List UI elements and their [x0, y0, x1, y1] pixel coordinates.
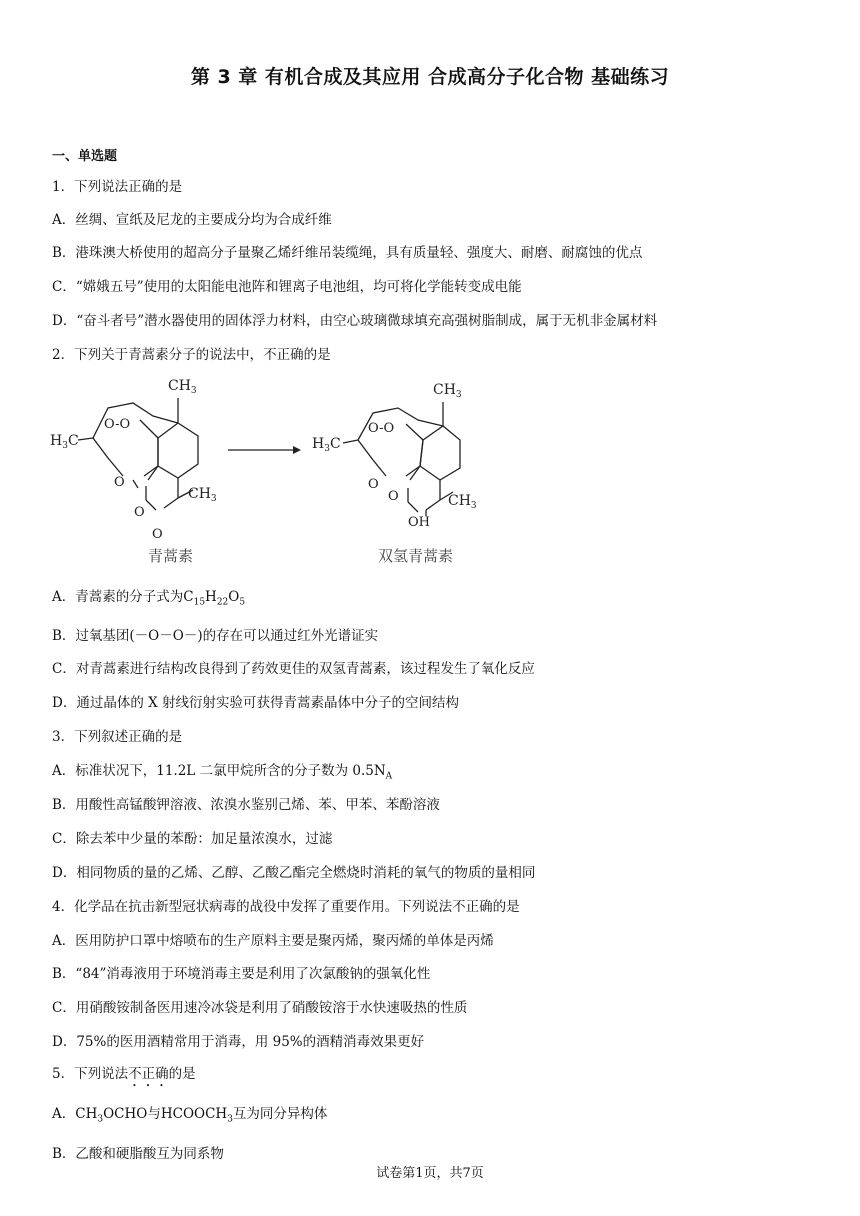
q5-option-b: B．乙酸和硬脂酸互为同系物	[52, 1146, 224, 1162]
artemisinin-structure-figure	[48, 368, 488, 568]
page-footer: 试卷第1页，共7页	[376, 1166, 484, 1181]
peroxide-label-right: O-O	[368, 421, 395, 436]
q3-stem: 3．下列叙述正确的是	[52, 729, 183, 745]
q1-option-b: B．港珠澳大桥使用的超高分子量聚乙烯纤维吊装缆绳，具有质量轻、强度大、耐磨、耐腐蚀的优点	[52, 245, 643, 261]
q3-option-d: D．相同物质的量的乙烯、乙醇、乙酸乙酯完全燃烧时消耗的氧气的物质的量相同	[52, 865, 536, 881]
q5-stem-end: 的是	[168, 1066, 196, 1082]
q5-option-a-prefix: A．	[52, 1106, 76, 1122]
methyl-label-top-left: $CH_3$	[168, 378, 197, 396]
formula-part: OCHO	[103, 1106, 148, 1122]
artemisinin-molecule	[78, 398, 198, 510]
hydroxyl-label: OH	[408, 515, 430, 530]
formula-part: HCOOCH	[160, 1106, 228, 1122]
formula-element: O	[228, 589, 240, 605]
q2-option-d: D．通过晶体的 X 射线衍射实验可获得青蒿素晶体中分子的空间结构	[52, 695, 460, 711]
formula-subscript: 3	[227, 1114, 233, 1125]
avogadro-subscript: A	[385, 771, 393, 782]
q2-option-b: B．过氧基团(－O－O－)的存在可以通过红外光谱证实	[52, 628, 379, 644]
oxygen-label-left: O	[114, 475, 125, 490]
methyl-label-bottom-left: $CH_3$	[188, 486, 217, 504]
q2-option-a-text: A．青蒿素的分子式为C	[52, 589, 194, 605]
oxygen-label-right: O	[368, 477, 379, 492]
reaction-arrow	[228, 446, 301, 454]
q5-option-a	[52, 1102, 327, 1125]
q5-option-a-text: 互为同分异构体	[232, 1106, 328, 1122]
methyl-label-right: $H_3C$	[312, 436, 341, 454]
formula-subscript: 15	[193, 597, 206, 608]
artemisinin-caption: 青蒿素	[148, 547, 194, 565]
q4-option-b: B．“84”消毒液用于环境消毒主要是利用了次氯酸钠的强氧化性	[52, 966, 431, 982]
formula-subscript: 3	[97, 1114, 104, 1125]
peroxide-label-left: O-O	[104, 417, 131, 432]
q2-option-a	[52, 585, 245, 608]
formula-element: H	[205, 589, 217, 605]
page-title: 第 3 章 有机合成及其应用 合成高分子化合物 基础练习	[190, 66, 670, 88]
q3-option-a-text: A．标准状况下，11.2L 二氯甲烷所含的分子数为 0.5N	[52, 763, 386, 779]
q5-option-a-connector: 与	[147, 1106, 161, 1122]
dihydroartemisinin-caption: 双氢青蒿素	[378, 547, 454, 565]
q4-option-d: D．75%的医用酒精常用于消毒，用 95%的酒精消毒效果更好	[52, 1034, 425, 1050]
ring-oxygen-label-right: O	[388, 489, 399, 504]
q5-stem	[52, 1062, 196, 1090]
carbonyl-oxygen-label: O	[152, 527, 163, 542]
q4-option-c: C．用硝酸铵制备医用速冷冰袋是利用了硝酸铵溶于水快速吸热的性质	[52, 1000, 468, 1016]
q3-option-a	[52, 759, 392, 782]
q4-stem: 4．化学品在抗击新型冠状病毒的战役中发挥了重要作用。下列说法不正确的是	[52, 899, 520, 915]
lactone-oxygen-label: O	[134, 505, 145, 520]
q3-option-b: B．用酸性高锰酸钾溶液、浓溴水鉴别己烯、苯、甲苯、苯酚溶液	[52, 797, 440, 813]
q1-stem: 1．下列说法正确的是	[52, 179, 183, 195]
formula-subscript: 5	[239, 597, 246, 608]
methyl-label-top-right: $CH_3$	[433, 382, 462, 400]
formula-part: CH	[75, 1106, 98, 1122]
q1-option-a: A．丝绸、宣纸及尼龙的主要成分均为合成纤维	[52, 212, 332, 228]
section-heading: 一、单选题	[52, 149, 118, 164]
q1-option-c: C．“嫦娥五号”使用的太阳能电池阵和锂离子电池组，均可将化学能转变成电能	[52, 279, 522, 295]
dihydroartemisinin-molecule	[343, 402, 460, 516]
q4-option-a: A．医用防护口罩中熔喷布的生产原料主要是聚丙烯，聚丙烯的单体是丙烯	[52, 933, 494, 949]
formula-subscript: 22	[216, 597, 229, 608]
methyl-label-bottom-right: $CH_3$	[448, 493, 477, 511]
q1-option-d: D．“奋斗者号”潜水器使用的固体浮力材料，由空心玻璃微球填充高强树脂制成，属于无机非金属材料	[52, 313, 658, 329]
q2-stem: 2．下列关于青蒿素分子的说法中，不正确的是	[52, 347, 331, 363]
q2-option-c: C．对青蒿素进行结构改良得到了药效更佳的双氢青蒿素，该过程发生了氧化反应	[52, 661, 535, 677]
methyl-label-left: $H_3C$	[50, 433, 79, 451]
q3-option-c: C．除去苯中少量的苯酚：加足量浓溴水，过滤	[52, 831, 333, 847]
q5-stem-text: 5．下列说法	[52, 1066, 129, 1082]
q5-emphasis-text: 不正确	[128, 1066, 169, 1082]
